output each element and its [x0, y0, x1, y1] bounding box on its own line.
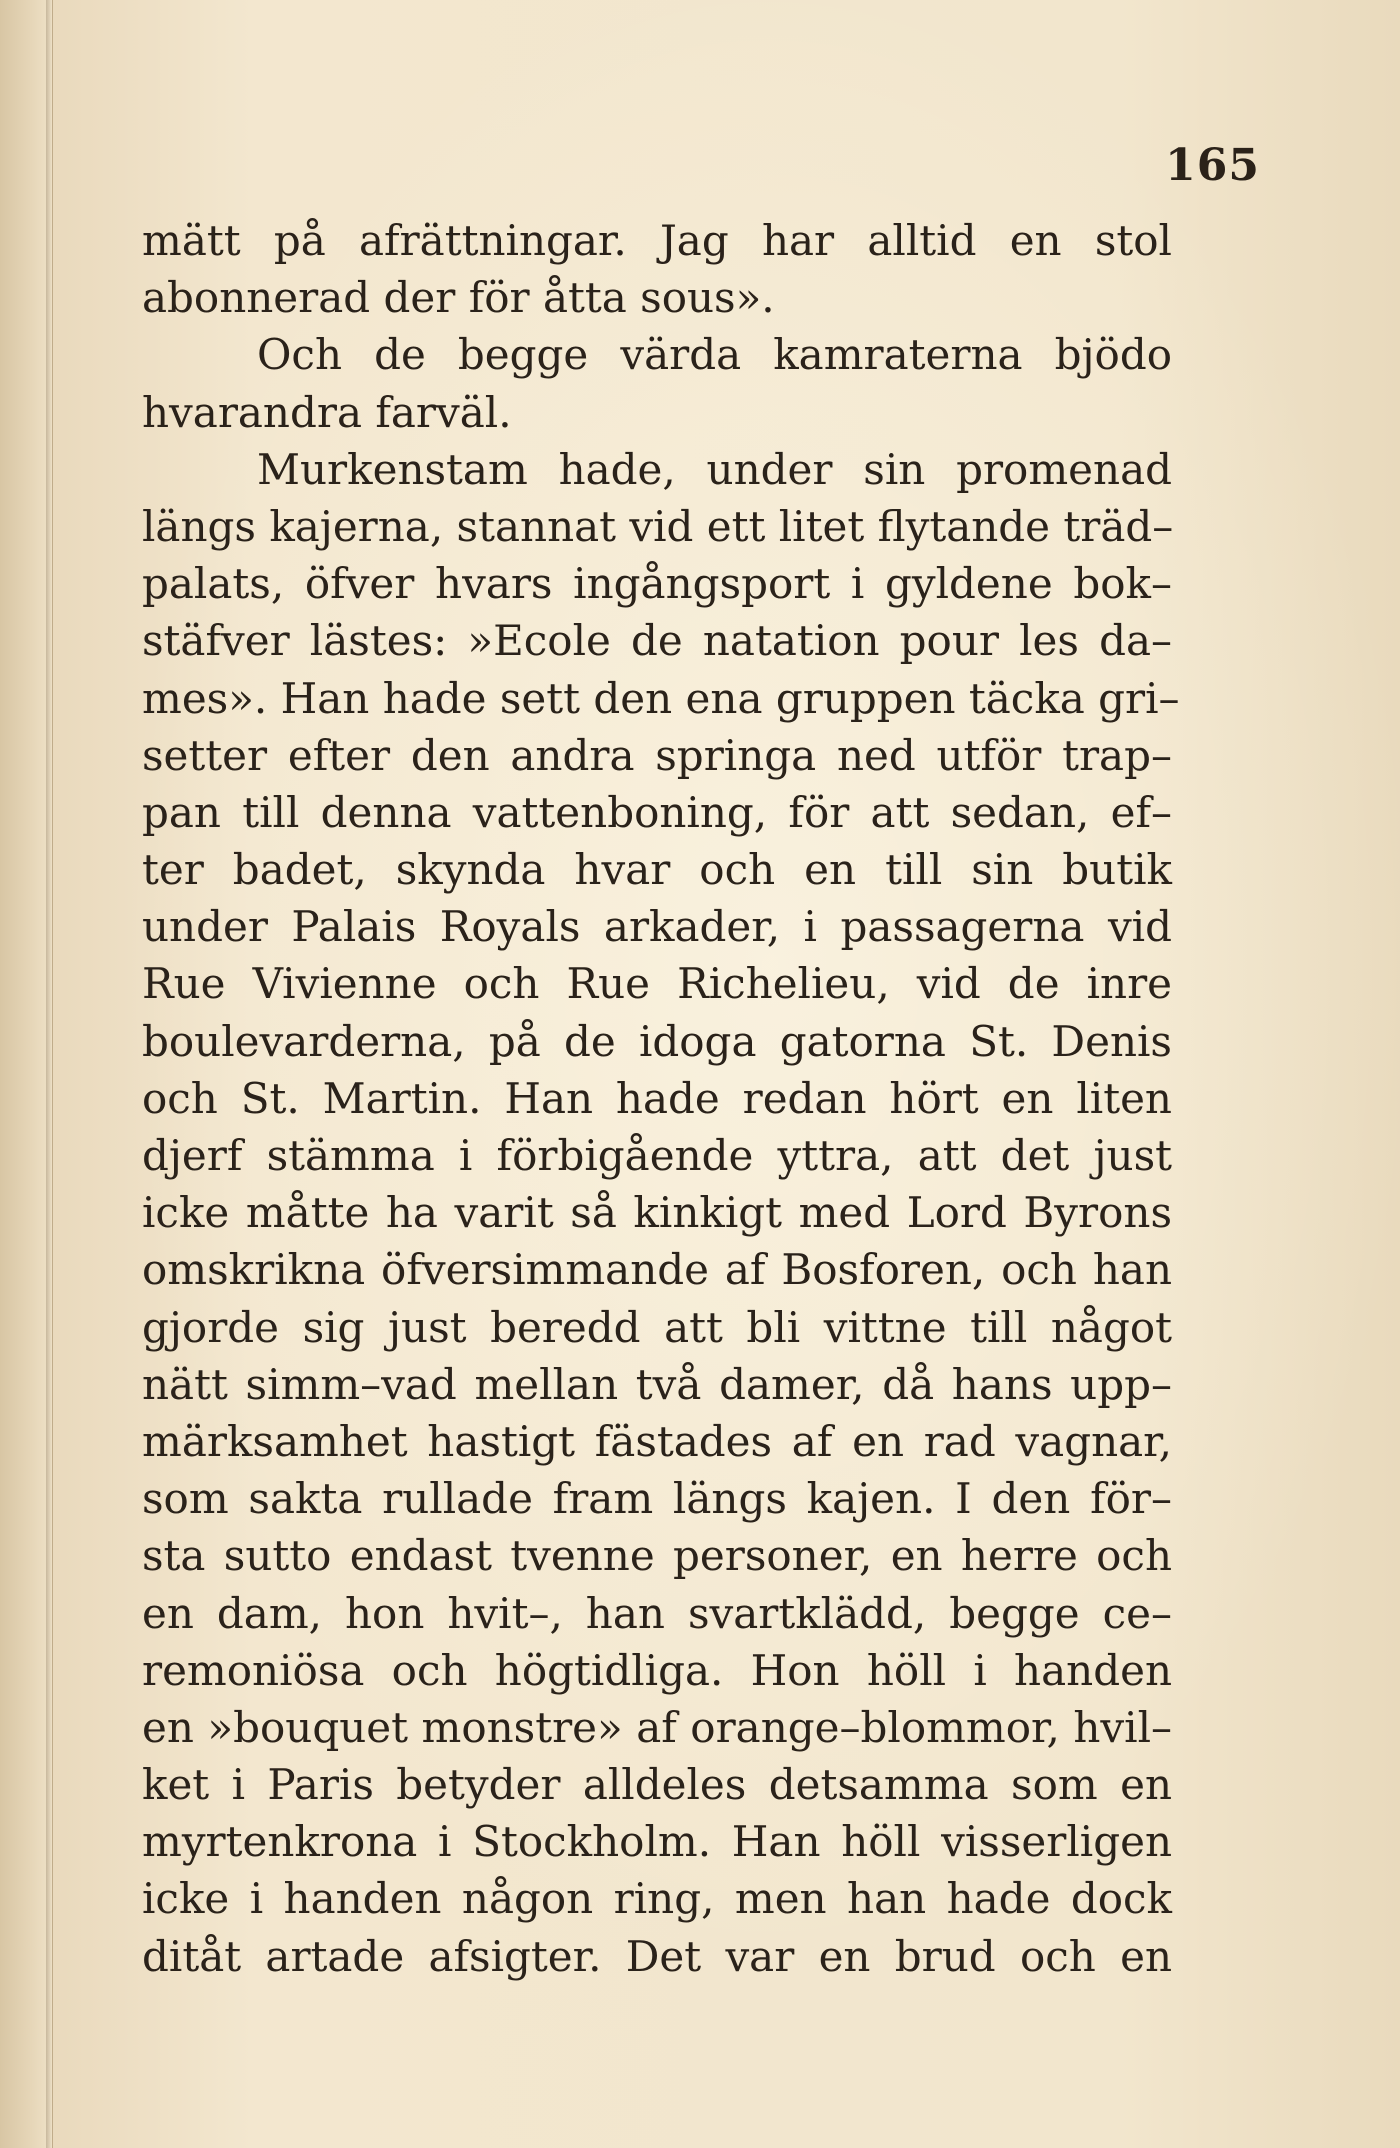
text-line: Murkenstam hade, under sin promenad — [257, 444, 1172, 494]
text-line: längs kajerna, stannat vid ett litet flytande träd– — [142, 501, 1174, 551]
text-line: setter efter den andra springa ned utför trap– — [142, 730, 1172, 780]
text-line: ditåt artade afsigter. Det var en brud och en — [142, 1931, 1172, 1981]
text-line: ter badet, skynda hvar och en till sin butik — [142, 845, 1172, 895]
text-line: stäfver lästes: »Ecole de natation pour les da– — [142, 616, 1172, 666]
body-text — [142, 212, 1180, 1985]
text-line: Rue Vivienne och Rue Richelieu, vid de inre — [142, 959, 1172, 1009]
text-line: och St. Martin. Han hade redan hört en liten — [142, 1073, 1172, 1123]
text-line: abonnerad der för åtta sous». — [142, 273, 775, 323]
text-line: en dam, hon hvit–, han svartklädd, begge ce– — [142, 1588, 1172, 1638]
page-number: 165 — [1165, 140, 1260, 191]
text-line: pan till denna vattenboning, för att sedan, ef– — [142, 787, 1172, 837]
text-line: mätt på afrättningar. Jag har alltid en stol — [142, 216, 1172, 265]
text-line: icke måtte ha varit så kinkigt med Lord Byrons — [142, 1188, 1172, 1238]
text-line: omskrikna öfversimmande af Bosforen, och han — [142, 1245, 1172, 1295]
text-line: en »bouquet monstre» af orange–blommor, hvil– — [142, 1702, 1172, 1752]
text-line: boulevarderna, på de idoga gatorna St. Denis — [142, 1016, 1172, 1066]
text-line: under Palais Royals arkader, i passagerna vid — [142, 902, 1172, 952]
text-line: palats, öfver hvars ingångsport i gyldene bok– — [142, 559, 1172, 609]
text-line: remoniösa och högtidliga. Hon höll i handen — [142, 1645, 1172, 1695]
text-line: mes». Han hade sett den ena gruppen täcka gri– — [142, 673, 1180, 723]
text-line: märksamhet hastigt fästades af en rad vagnar, — [142, 1416, 1172, 1466]
text-line: myrtenkrona i Stockholm. Han höll visserligen — [142, 1817, 1172, 1867]
text-line: djerf stämma i förbigående yttra, att det just — [142, 1131, 1172, 1180]
text-line: som sakta rullade fram längs kajen. I den för– — [142, 1474, 1172, 1524]
text-line: icke i handen någon ring, men han hade dock — [142, 1874, 1172, 1924]
text-line: sta sutto endast tvenne personer, en herre och — [142, 1531, 1172, 1581]
text-line: nätt simm–vad mellan två damer, då hans upp– — [142, 1359, 1172, 1409]
text-line: ket i Paris betyder alldeles detsamma som en — [142, 1760, 1172, 1810]
gutter-shadow — [46, 0, 52, 2148]
text-line: hvarandra farväl. — [142, 387, 512, 437]
text-line: Och de begge värda kamraterna bjödo — [257, 330, 1172, 380]
text-line: gjorde sig just beredd att bli vittne till något — [142, 1302, 1172, 1352]
